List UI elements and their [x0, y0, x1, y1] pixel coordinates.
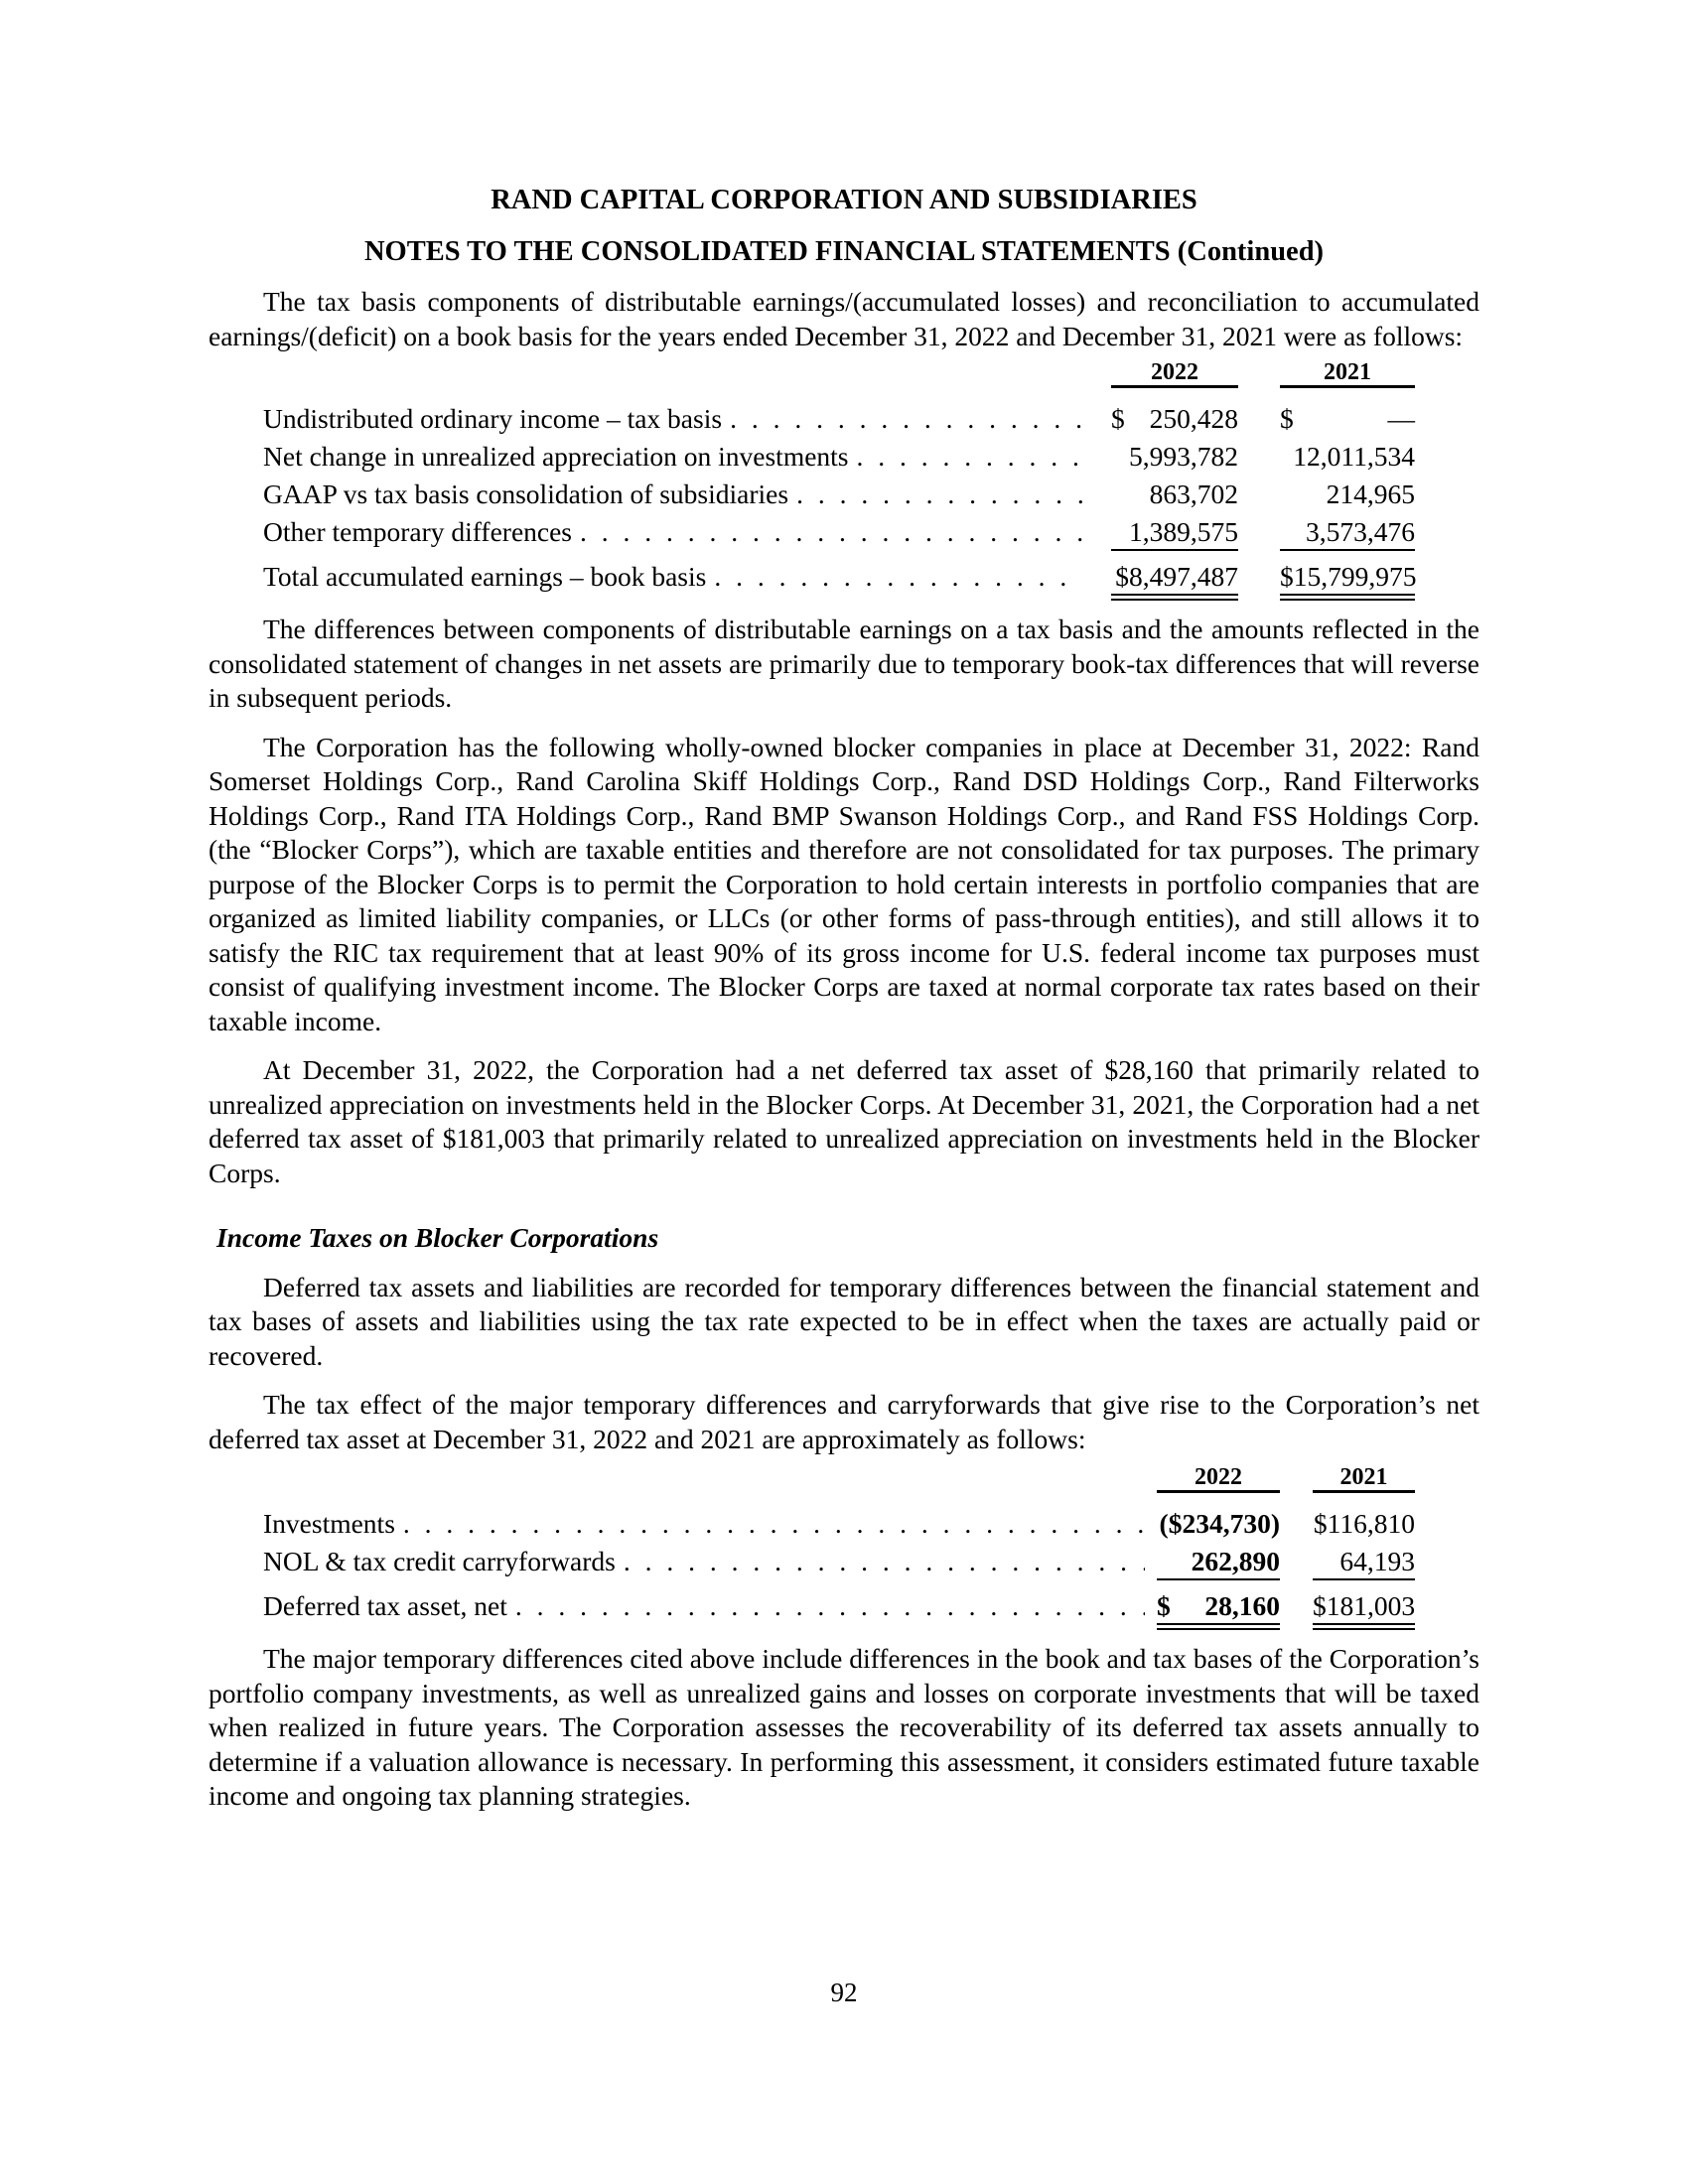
value-number: $8,497,487	[1115, 561, 1238, 592]
value-number: $15,799,975	[1280, 561, 1417, 592]
value-2022	[1111, 476, 1238, 513]
value-number: $116,810	[1313, 1508, 1415, 1539]
row-label-text: GAAP vs tax basis consolidation of subsidiaries	[263, 478, 789, 509]
header-2021: 2021	[1280, 359, 1415, 388]
row-label	[263, 1505, 1157, 1543]
value-number: 1,389,575	[1129, 516, 1238, 547]
value-2021	[1280, 400, 1415, 438]
header-2022: 2022	[1111, 359, 1238, 388]
paragraph-differences: The differences between components of distributable earnings on a tax basis and the amounts reflected in the consolidated statement of changes in net assets are primarily due to temporary book-tax differences that will reverse in subsequent periods.	[209, 614, 1479, 713]
value-2022	[1157, 1505, 1280, 1543]
doc-title: RAND CAPITAL CORPORATION AND SUBSIDIARIES	[491, 185, 1197, 215]
value-2021	[1280, 438, 1415, 476]
row-label	[263, 400, 1111, 438]
value-2022	[1157, 1543, 1280, 1580]
value-number: 3,573,476	[1306, 516, 1415, 547]
table-total-row	[263, 1587, 1415, 1627]
dot-leader	[403, 1505, 1145, 1543]
value-2021	[1280, 476, 1415, 513]
section-heading: Income Taxes on Blocker Corporations	[216, 1222, 659, 1253]
table-row	[263, 438, 1415, 476]
row-label-text: Undistributed ordinary income – tax basis	[263, 403, 723, 434]
currency-symbol: $	[1157, 1590, 1171, 1621]
row-label-text: Total accumulated earnings – book basis	[263, 561, 707, 592]
table-total-row	[263, 558, 1415, 598]
value-number: 214,965	[1326, 478, 1415, 509]
dot-leader	[580, 513, 1083, 551]
value-2021	[1280, 558, 1415, 596]
deferred-tax-table	[263, 1464, 1415, 1627]
page-content	[209, 0, 1479, 1814]
tax-basis-table	[263, 359, 1415, 598]
paragraph-net-deferred-tax: At December 31, 2022, the Corporation had a net deferred tax asset of $28,160 that primarily related to unrealized appreciation on investments held in the Blocker Corps. At December 31, 2021, the Corporation had a net deferred tax asset of $181,003 that primarily related to unrealized appreciation on investments held in the Blocker Corps.	[209, 1054, 1479, 1188]
value-number: ($234,730)	[1159, 1508, 1280, 1539]
value-number: 262,890	[1191, 1546, 1280, 1576]
row-label-text: Other temporary differences	[263, 516, 573, 547]
value-number: 64,193	[1339, 1546, 1415, 1576]
value-2022	[1111, 400, 1238, 438]
page-number: 92	[830, 1978, 858, 2007]
table-row	[263, 476, 1415, 513]
value-2022	[1157, 1587, 1280, 1625]
value-2021	[1280, 513, 1415, 551]
value-number: 28,160	[1204, 1590, 1280, 1621]
value-2022	[1111, 558, 1238, 596]
value-2021	[1313, 1543, 1415, 1580]
dot-leader	[624, 1543, 1145, 1580]
currency-symbol: $	[1111, 403, 1125, 434]
row-label-text: Investments	[263, 1508, 395, 1539]
dot-leader	[515, 1587, 1145, 1625]
table-header-row	[263, 1464, 1415, 1496]
currency-symbol: $	[1280, 403, 1294, 434]
row-label-text: Deferred tax asset, net	[263, 1590, 507, 1621]
value-number: 12,011,534	[1293, 441, 1415, 472]
table-row	[263, 400, 1415, 438]
value-number: $181,003	[1313, 1590, 1416, 1621]
dot-leader	[730, 400, 1083, 438]
value-number: 5,993,782	[1129, 441, 1238, 472]
header-2021: 2021	[1313, 1464, 1415, 1493]
dot-leader	[714, 558, 1083, 596]
paragraph-tax-effect-intro: The tax effect of the major temporary differences and carryforwards that give rise to the Corporation’s net deferred tax asset at December 31, 2022 and 2021 are approximately as follows:	[209, 1389, 1479, 1454]
row-label-text: NOL & tax credit carryforwards	[263, 1546, 616, 1576]
doc-subtitle: NOTES TO THE CONSOLIDATED FINANCIAL STATEMENTS (Continued)	[363, 236, 1325, 267]
row-label-text: Net change in unrealized appreciation on investments	[263, 441, 849, 472]
dot-leader	[796, 476, 1083, 513]
row-label	[263, 1587, 1157, 1625]
header-2022: 2022	[1157, 1464, 1280, 1493]
paragraph-closing: The major temporary differences cited above include differences in the book and tax bases of the Corporation’s portfolio company investments, as well as unrealized gains and losses on corporate investments that will be taxed when realized in future years. The Corporation assesses the recoverability of its deferred tax assets annually to determine if a valuation allowance is necessary. In performing this assessment, it considers estimated future taxable income and ongoing tax planning strategies.	[209, 1643, 1479, 1811]
paragraph-blocker-corps: The Corporation has the following wholly-owned blocker companies in place at December 31, 2022: Rand Somerset Holdings Corp., Rand Carolina Skiff Holdings Corp., Rand DSD Holdings Corp., Rand Filterworks Holdings Corp., Rand ITA Holdings Corp., Rand BMP Swanson Holdings Corp., and Rand FSS Holdings Corp. (the “Blocker Corps”), which are taxable entities and therefore are not consolidated for tax purposes. The primary purpose of the Blocker Corps is to permit the Corporation to hold certain interests in portfolio companies that are organized as limited liability companies, or LLCs (or other forms of pass-through entities), and still allows it to satisfy the RIC tax requirement that at least 90% of its gross income for U.S. federal income tax purposes must consist of qualifying investment income. The Blocker Corps are taxed at normal corporate tax rates based on their taxable income.	[209, 731, 1479, 1036]
table-row	[263, 513, 1415, 551]
row-label	[263, 476, 1111, 513]
value-2021	[1313, 1587, 1415, 1625]
table-header-row	[263, 359, 1415, 391]
row-label	[263, 1543, 1157, 1580]
value-2022	[1111, 513, 1238, 551]
value-number: —	[1387, 403, 1415, 434]
value-number: 250,428	[1149, 403, 1238, 434]
table-row	[263, 1505, 1415, 1543]
row-label	[263, 558, 1111, 596]
row-label	[263, 513, 1111, 551]
paragraph-deferred-tax-policy: Deferred tax assets and liabilities are recorded for temporary differences between the financial statement and tax bases of assets and liabilities using the tax rate expected to be in effect when the taxes are actually paid or recovered.	[209, 1271, 1479, 1371]
paragraph-intro: The tax basis components of distributable earnings/(accumulated losses) and reconciliation to accumulated earnings/(deficit) on a book basis for the years ended December 31, 2022 and December 31, 2021 were as follows:	[209, 286, 1479, 351]
value-2021	[1313, 1505, 1415, 1543]
table-row	[263, 1543, 1415, 1580]
dot-leader	[857, 438, 1083, 476]
row-label	[263, 438, 1111, 476]
value-2022	[1111, 438, 1238, 476]
value-number: 863,702	[1149, 478, 1238, 509]
